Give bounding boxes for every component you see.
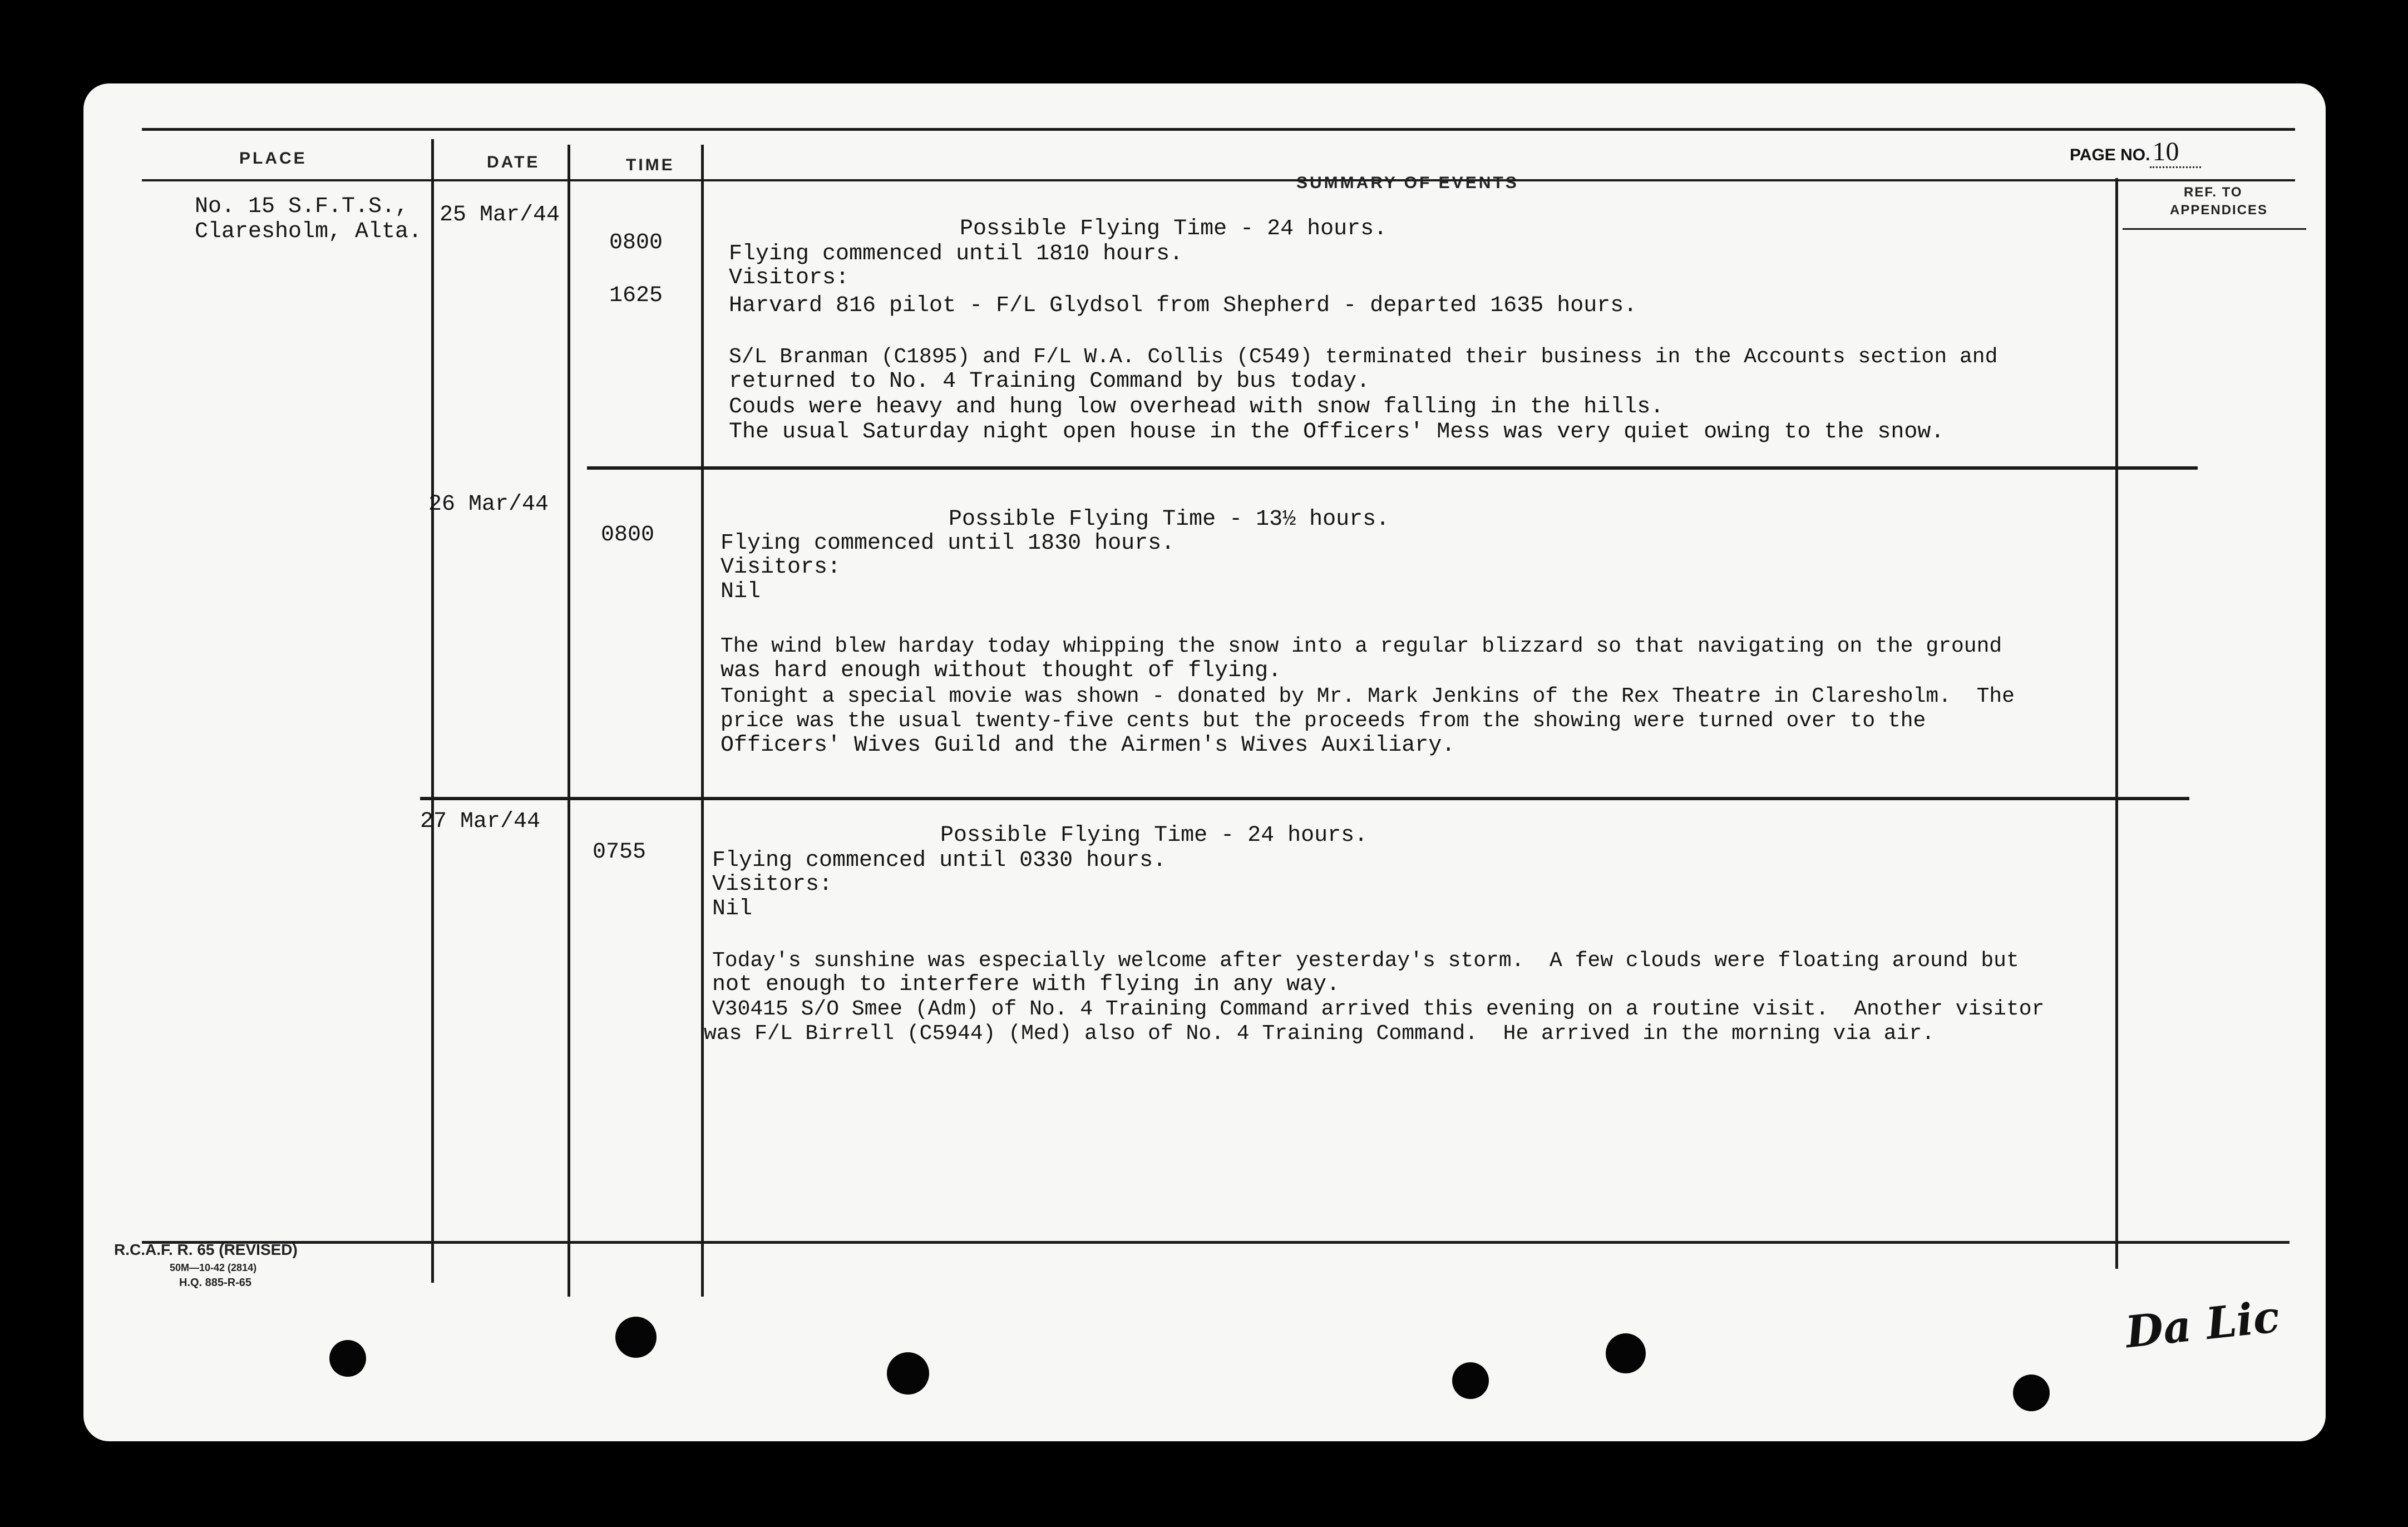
place-header: PLACE <box>239 149 307 168</box>
time-summary-divider <box>701 145 704 1297</box>
summary-ref-divider <box>2115 178 2118 1269</box>
place-line-1: No. 15 S.F.T.S., <box>195 194 409 219</box>
page-label: PAGE NO. <box>2070 146 2150 164</box>
entry-line: Visitors: <box>712 872 833 897</box>
entry-line: Officers' Wives Guild and the Airmen's Wives Auxiliary. <box>721 733 1455 758</box>
diary-card <box>83 83 2326 1441</box>
ref-header-line2: APPENDICES <box>2170 203 2268 218</box>
form-code-1: 50M—10-42 (2814) <box>170 1262 257 1273</box>
entry-line: S/L Branman (C1895) and F/L W.A. Collis (C549) terminated their business in the Accounts section and <box>729 345 1998 369</box>
place-line-2: Claresholm, Alta. <box>195 219 422 244</box>
page-number: 10 <box>2150 137 2201 168</box>
entry-line: Today's sunshine was especially welcome after yesterday's storm. A few clouds were floating around but <box>712 949 2019 973</box>
entry-line: V30415 S/O Smee (Adm) of No. 4 Training Command arrived this evening on a routine visit. Another visitor <box>712 997 2045 1021</box>
entry-heading: Possible Flying Time - 13½ hours. <box>949 507 1390 532</box>
form-number: R.C.A.F. R. 65 (REVISED) <box>114 1241 298 1258</box>
entry-time: 0800 <box>601 523 655 548</box>
form-code-2: H.Q. 885-R-65 <box>179 1277 252 1289</box>
ref-header-rule <box>2123 228 2306 230</box>
entry-line: returned to No. 4 Training Command by bus today. <box>729 369 1370 394</box>
page-number-label <box>2070 136 2201 167</box>
bottom-rule <box>142 1241 2289 1244</box>
summary-header: SUMMARY OF EVENTS <box>1296 174 1519 192</box>
entry-line: Couds were heavy and hung low overhead with snow falling in the hills. <box>729 395 1664 420</box>
punch-hole <box>1606 1333 1646 1373</box>
punch-hole <box>329 1340 366 1377</box>
entry-time: 1625 <box>609 283 663 308</box>
entry-line: Flying commenced until 1830 hours. <box>721 531 1175 556</box>
punch-hole <box>2013 1375 2050 1411</box>
entry-heading: Possible Flying Time - 24 hours. <box>940 823 1368 848</box>
entry-line: was F/L Birrell (C5944) (Med) also of No. 4 Training Command. He arrived in the morning via air. <box>704 1022 1935 1046</box>
punch-hole <box>1452 1362 1489 1399</box>
entry-separator-2 <box>420 797 2189 800</box>
entry-time: 0755 <box>593 840 647 865</box>
entry-line: Visitors: <box>721 555 841 580</box>
top-rule <box>142 128 2295 131</box>
entry-line: Flying commenced until 0330 hours. <box>712 848 1167 873</box>
entry-line: Harvard 816 pilot - F/L Glydsol from Shepherd - departed 1635 hours. <box>729 293 1637 318</box>
place-date-divider <box>431 139 434 1283</box>
entry-heading: Possible Flying Time - 24 hours. <box>960 216 1388 242</box>
entry-line: not enough to interfere with flying in any way. <box>712 972 1340 997</box>
header-rule <box>142 179 2295 181</box>
date-header: DATE <box>487 153 540 171</box>
time-header: TIME <box>626 156 675 174</box>
entry-separator-1 <box>587 466 2198 470</box>
entry-line: Visitors: <box>729 265 850 290</box>
entry-line: Nil <box>721 579 761 604</box>
entry-line: Tonight a special movie was shown - donated by Mr. Mark Jenkins of the Rex Theatre in Claresholm. The <box>721 684 2015 708</box>
signature: Da Lic <box>2123 1291 2282 1358</box>
entry-line: was hard enough without thought of flying. <box>721 658 1282 683</box>
entry-line: The usual Saturday night open house in the Officers' Mess was very quiet owing to the snow. <box>729 420 1945 445</box>
punch-hole <box>887 1352 929 1395</box>
entry-line: Flying commenced until 1810 hours. <box>729 242 1183 267</box>
entry-date: 25 Mar/44 <box>440 203 560 228</box>
ref-header-line1: REF. TO <box>2184 185 2243 200</box>
entry-line: The wind blew harday today whipping the snow into a regular blizzard so that navigating on the ground <box>721 634 2002 658</box>
entry-date: 26 Mar/44 <box>428 492 549 517</box>
date-time-divider <box>568 145 570 1297</box>
entry-line: price was the usual twenty-five cents but the proceeds from the showing were turned over to the <box>721 709 1926 733</box>
entry-line: Nil <box>712 897 753 922</box>
entry-time: 0800 <box>609 230 663 255</box>
punch-hole <box>615 1317 657 1358</box>
entry-date: 27 Mar/44 <box>420 809 541 834</box>
